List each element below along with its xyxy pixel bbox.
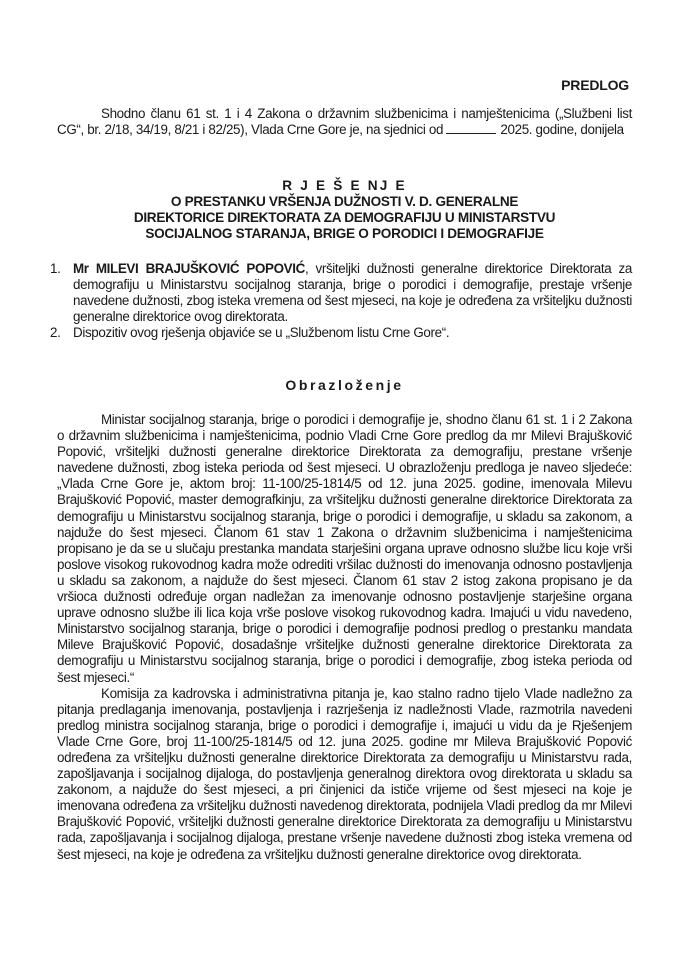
item-text: Dispozitiv ovog rješenja objaviće se u „Službenom listu Crne Gore“. (73, 325, 450, 341)
item-text: , vršiteljki dužnosti generalne direktorice Direktorata za demografiju u Ministarstvu socijalnog staranja, brige o porodici i demografije, prestaje vršenje navedene dužnosti, zbog isteka vremena od šest mjeseci, na koje je određena za vršiteljku dužnosti generalne direktorice ovog direktorata. (73, 261, 632, 325)
reasoning-paragraph-2: Komisija za kadrovska i administrativna pitanja je, kao stalno radno tijelo Vlade nadležno za pitanja predlaganja imenovanja, postavljenja i razrješenja iz nadležnosti Vlade, razmotrila navedeni predlog ministra socijalnog staranja, brige o porodici i demografije i, imajući u vidu da je Rješenjem Vlade Crne Gore, broj 11-100/25-1814/5 od 12. juna 2025. godine mr Mileva Brajušković Popović određena za vršiteljku dužnosti generalne direktorice Direktorata za demografiju u Ministarstvu rada, zapošljavanja i socijalnog dijaloga, do postavljenja generalnog direktora ovog direktorata u skladu sa zakonom, a najduže do šest mjeseci, a pri činjenici da ističe vrijeme od šest mjeseci na koje je imenovana određena za vršiteljku dužnosti navedenog direktorata, podnijela Vladi predlog da mr Milevi Brajušković Popović, vršiteljki dužnosti generalne direktorice Direktorata za demografiju u Ministarstvu rada, zapošljavanja i socijalnog dijaloga, prestane vršenje navedene dužnosti zbog isteka vremena od šest mjeseci, na koje je određena za vršiteljku dužnosti generalne direktorice ovog direktorata. (57, 685, 632, 862)
reasoning-body (57, 412, 632, 863)
dispositive-item-2 (50, 325, 632, 341)
reasoning-paragraph-1: Ministar socijalnog staranja, brige o porodici i demografije je, shodno članu 61 st. 1 i 2 Zakona o državnim službenicima i namještenicima, podnio Vladi Crne Gore predlog da mr Milevi Brajušković Popović, vršiteljki dužnosti generalne direktorice Direktorata za demografiju, prestane vršenje navedene dužnosti, zbog isteka perioda od šest mjeseci. U obrazloženju predloga je naveo sljedeće: „Vlada Crne Gore je, aktom broj: 11-100/25-1814/5 od 12. juna 2025. godine, imenovala Milevu Brajušković Popović, master demografkinju, za vršiteljku dužnosti generalne direktorice Direktorata za demografiju u Ministarstvu socijalnog staranja, brige o porodici i demografije, u skladu sa zakonom, a najduže do šest mjeseci. Članom 61 stav 1 Zakona o državnim službenicima i namještenicima propisano je da se u slučaju prestanka mandata starješini organa uprave odnosno službe licu koje vrši poslove visokog rukovodnog kadra može odrediti vršilac dužnosti do imenovanja odnosno postavljenja u skladu sa zakonom, a najduže do šest mjeseci. Članom 61 stav 2 istog zakona propisano je da vršioca dužnosti određuje organ nadležan za imenovanje odnosno postavljenje starješine organa uprave odnosno službe ili lica koja vrše poslove visokog rukovodnog kadra. Imajući u vidu navedeno, Ministarstvo socijalnog staranja, brige o porodici i demografije podnosi predlog o prestanku mandata Mileve Brajušković Popović, dosadašnje vršiteljke dužnosti generalne direktorice Direktorata za demografiju u Ministarstvu socijalnog staranja, brige o porodici i demografije, zbog isteka perioda od šest mjeseci.“ (57, 412, 632, 685)
decision-title-line-3: SOCIJALNOG STARANJA, BRIGE O PORODICI I DEMOGRAFIJE (145, 226, 544, 241)
decision-title-line-1: O PRESTANKU VRŠENJA DUŽNOSTI V. D. GENERALNE (170, 194, 519, 209)
decision-heading: R J E Š E NJ E (282, 178, 407, 193)
person-name: Mr MILEVI BRAJUŠKOVIĆ POPOVIĆ (73, 261, 305, 276)
document-status-label: PREDLOG (561, 77, 629, 93)
intro-text: Shodno članu 61 st. 1 i 4 Zakona o državnim službenicima i namještenicima („Službeni list CG“, br. 2/18, 34/19, 8/21 i 82/25), Vlada Crne Gore je, na sjednici od (57, 106, 632, 138)
decision-title-line-2: DIREKTORICE DIREKTORATA ZA DEMOGRAFIJU U MINISTARSTVU (133, 210, 556, 225)
dispositive-item-1 (50, 261, 632, 325)
dispositive-list (50, 261, 632, 341)
reasoning-heading: Obrazloženje (285, 377, 404, 393)
intro-paragraph (57, 106, 632, 138)
decision-title (57, 178, 632, 242)
item-number: 1. (50, 261, 61, 276)
intro-date-suffix: 2025. godine, donijela (500, 122, 624, 138)
item-number: 2. (50, 325, 61, 341)
date-blank-line (446, 122, 496, 134)
